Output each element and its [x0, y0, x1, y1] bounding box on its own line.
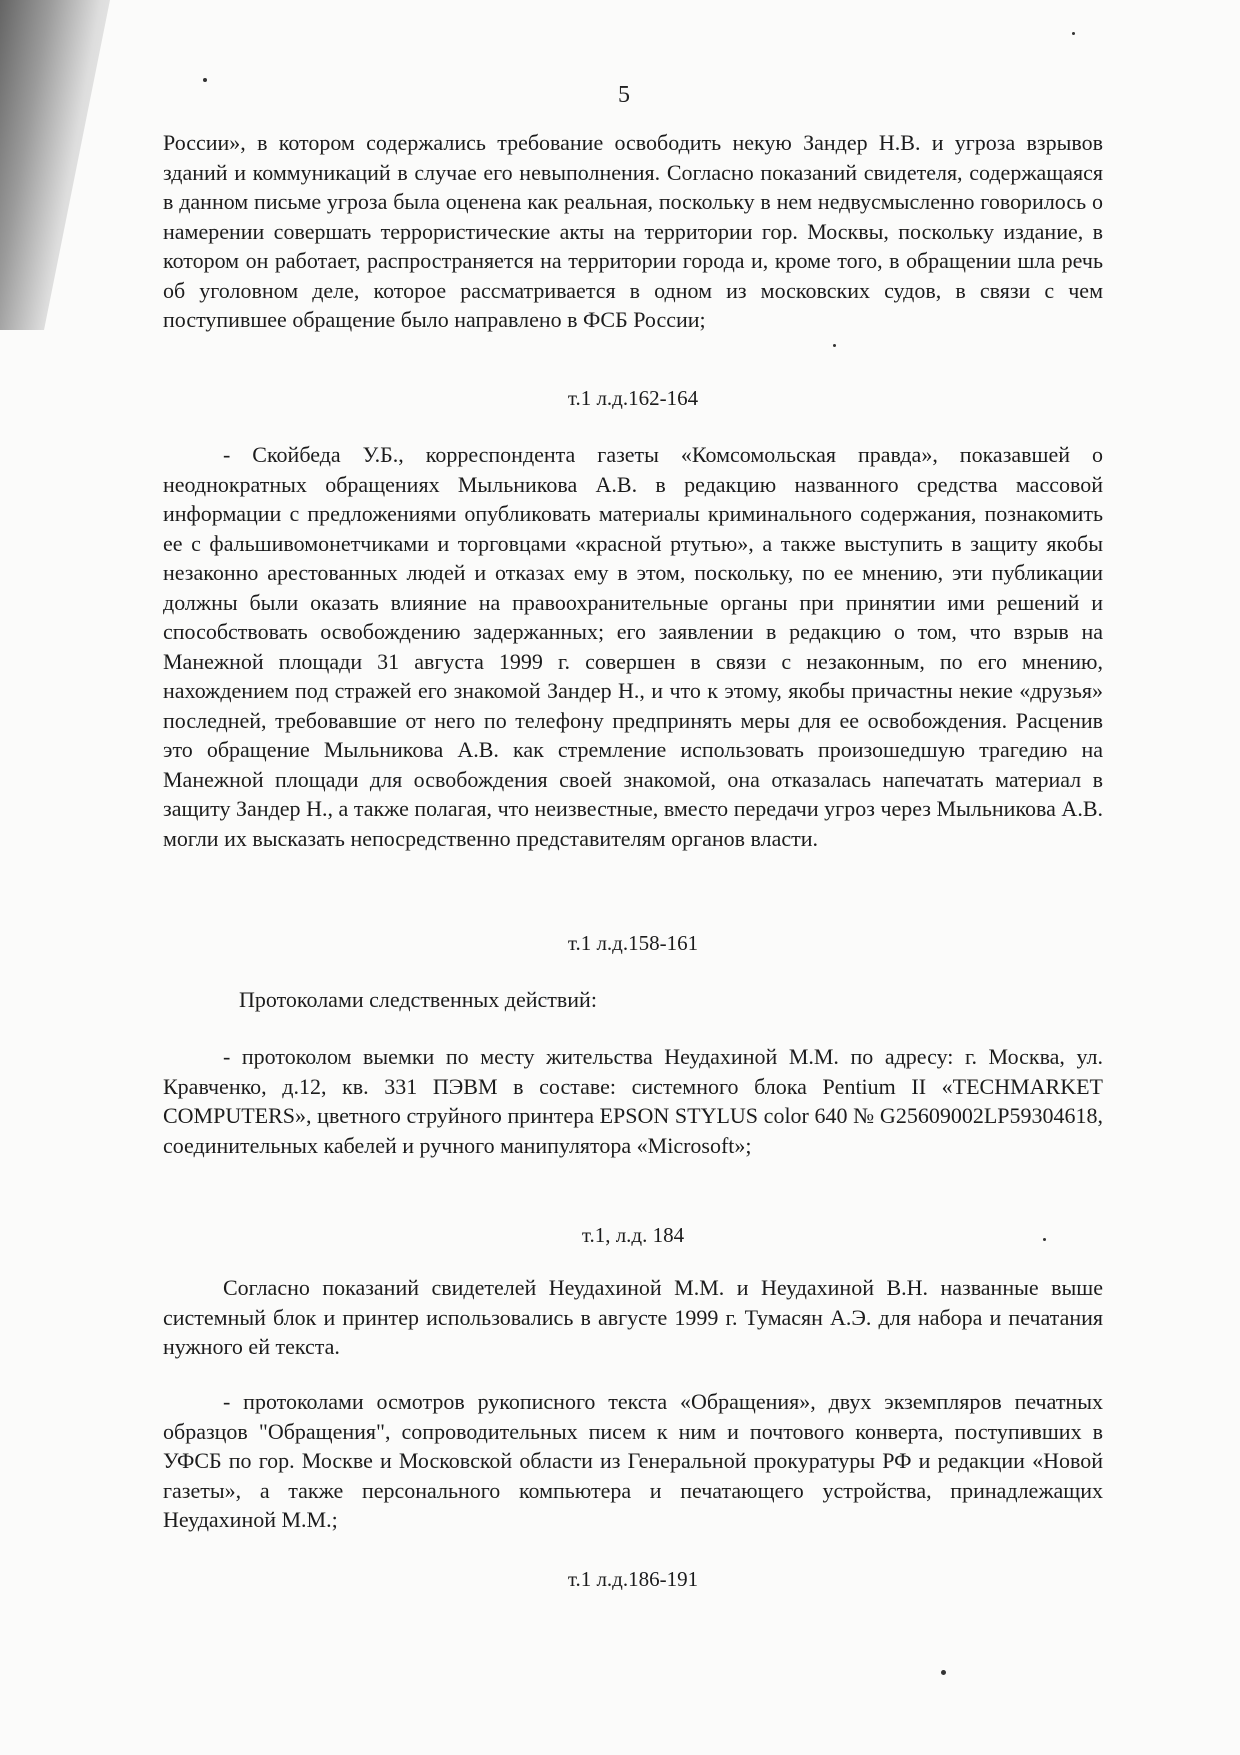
paragraph-skoybeda-testimony: - Скойбеда У.Б., корреспондента газеты «Комсомольская правда», показавшей о неоднократных обращениях Мыльникова А.В. в редакцию названного средства массовой информации с предложениями опубликовать материалы криминального содержания, познакомить ее с фальшивомонетчиками и торговцами «красной ртутью», а также выступить в защиту якобы незаконно арестованных людей и отказах ему в этом, поскольку, по ее мнению, эти публикации должны были оказать влияние на правоохранительные органы при принятии ими решений и способствовать освобождению задержанных; его заявлении в редакцию о том, что взрыв на Манежной площади 31 августа 1999 г. совершен в связи с незаконным, по его мнению, нахождением под стражей его знакомой Зандер Н., и что к этому, якобы причастны некие «друзья» последней, требовавшие от него по телефону предпринять меры для ее освобождения. Расценив это обращение Мыльникова А.В. как стремление использовать произошедшую трагедию на Манежной площади для освобождения своей знакомой, она отказалась напечатать материал в защиту Зандер Н., а также полагая, что неизвестные, вместо передачи угроз через Мыльникова А.В. могли их высказать непосредственно представителям органов власти. — [163, 442, 1103, 851]
paragraph-witnesses-neudakhina: Согласно показаний свидетелей Неудахиной М.М. и Неудахиной В.Н. названные выше системный блок и принтер использовались в августе 1999 г. Тумасян А.Э. для набора и печатания нужного ей текста. — [163, 1275, 1103, 1359]
scan-speck — [941, 1670, 946, 1675]
case-reference: т.1 л.д.158-161 — [567, 931, 699, 955]
case-reference: т.1 л.д.162-164 — [567, 386, 699, 410]
case-reference: т.1 л.д.186-191 — [567, 1567, 699, 1591]
page-number: 5 — [618, 82, 630, 108]
scan-edge-shadow — [0, 0, 110, 330]
scan-speck — [833, 344, 836, 347]
scan-speck — [203, 78, 207, 82]
section-heading: Протоколами следственных действий: — [239, 987, 597, 1012]
paragraph-witness-statement: России», в котором содержались требование освободить некую Зандер Н.В. и угроза взрывов зданий и коммуникаций в случае его невыполнения. Согласно показаний свидетеля, содержащаяся в данном письме угроза была оценена как реальная, поскольку в нем недвусмысленно говорилось о намерении совершать террористические акты на территории гор. Москвы, поскольку издание, в котором он работает, распространяется на территории города и, кроме того, в обращении шла речь об уголовном деле, которое рассматривается в одном из московских судов, в связи с чем поступившее обращение было направлено в ФСБ России; — [163, 130, 1103, 332]
scan-speck — [1072, 32, 1075, 35]
paragraph-inspection-protocols: - протоколами осмотров рукописного текста «Обращения», двух экземпляров печатных образцов "Обращения", сопроводительных писем к ним и почтового конверта, поступивших в УФСБ по гор. Москве и Московской области из Генеральной прокуратуры РФ и редакции «Новой газеты», а также персонального компьютера и печатающего устройства, принадлежащих Неудахиной М.М.; — [163, 1389, 1103, 1532]
case-reference: т.1, л.д. 184 — [581, 1223, 685, 1247]
paragraph-seizure-protocol: - протоколом выемки по месту жительства Неудахиной М.М. по адресу: г. Москва, ул. Кравченко, д.12, кв. 331 ПЭВМ в составе: системного блока Pentium II «TECHMARKET COMPUTERS», цветного струйного принтера EPSON STYLUS color 640 № G25609002LP59304618, соединительных кабелей и ручного манипулятора «Microsoft»; — [163, 1044, 1103, 1158]
